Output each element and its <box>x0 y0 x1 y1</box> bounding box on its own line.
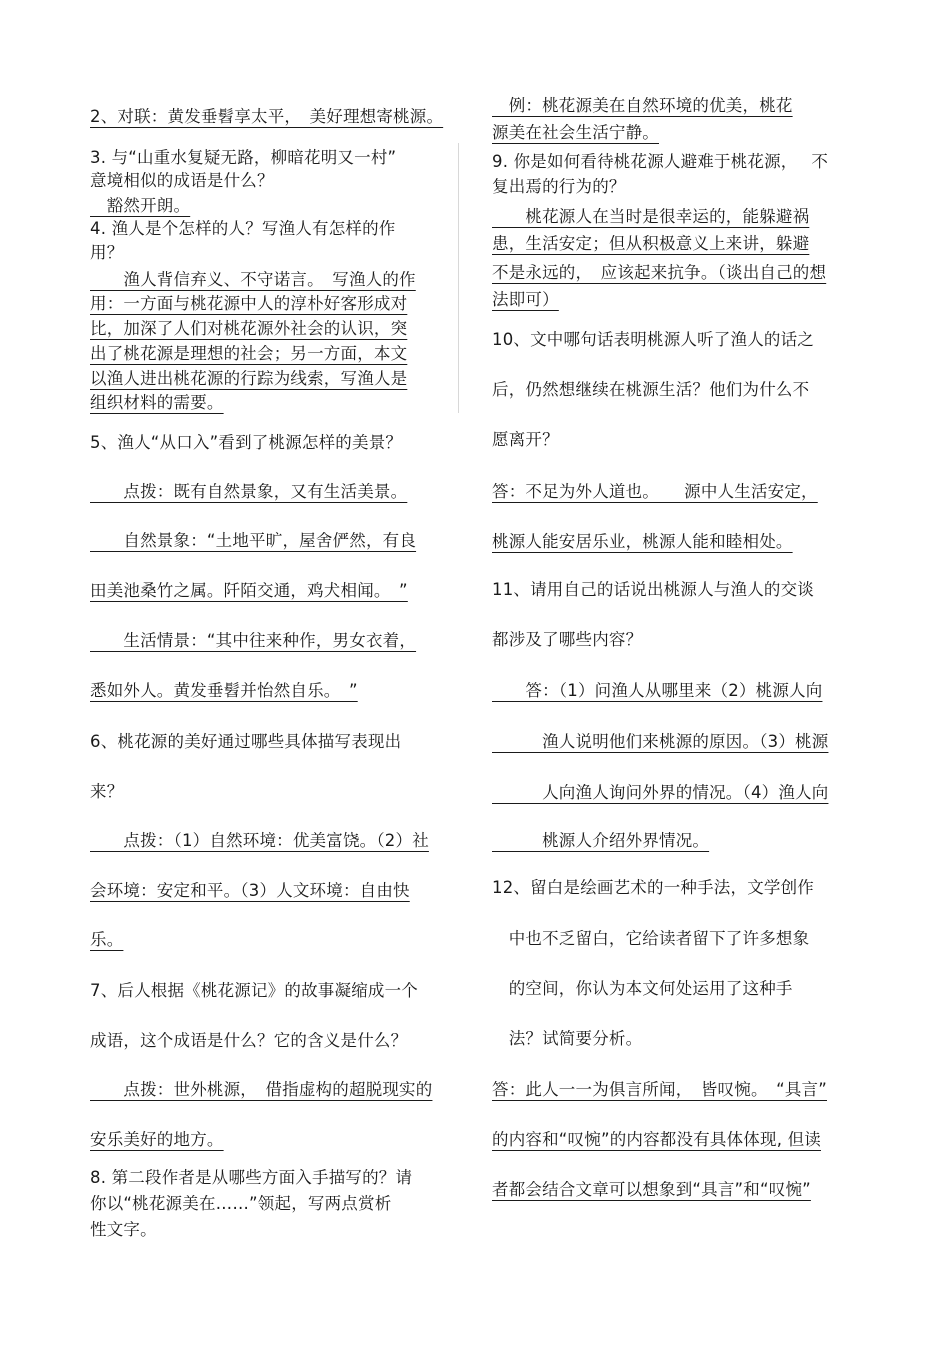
q12-answer-1: 答：此人一一为俱言所闻， 皆叹惋。 “具言” <box>492 1080 827 1099</box>
q12-answer-3: 者都会结合文章可以想象到“具言”和“叹惋” <box>492 1180 811 1199</box>
q5-question: 5、渔人“从口入”看到了桃源怎样的美景？ <box>90 433 403 452</box>
q7-question-1: 7、后人根据《桃花源记》的故事凝缩成一个 <box>90 981 418 1000</box>
q4-answer-5: 以渔人进出桃花源的行踪为线索，写渔人是 <box>90 369 408 388</box>
q10-question-1: 10、文中哪句话表明桃源人听了渔人的话之 <box>492 330 814 349</box>
q5-answer-2: 自然景象：“土地平旷，屋舍俨然，有良 <box>90 531 417 550</box>
q5-answer-1: 点拨：既有自然景象，又有生活美景。 <box>90 482 408 501</box>
q3-answer: 豁然开朗。 <box>90 196 191 215</box>
q9-answer-4: 法即可） <box>492 290 559 309</box>
q10-question-2: 后，仍然想继续在桃源生活？他们为什么不 <box>492 380 810 399</box>
q8-example-2: 源美在社会生活宁静。 <box>492 123 659 142</box>
q10-answer-1: 答：不足为外人道也。 源中人生活安定， <box>492 482 818 501</box>
q2-line: 2、对联：黄发垂髫享太平， 美好理想寄桃源。 <box>90 107 444 126</box>
q3-line-2: 意境相似的成语是什么？ <box>90 171 274 190</box>
q4-answer-3: 比，加深了人们对桃花源外社会的认识，突 <box>90 319 408 338</box>
q12-question-3: 的空间，你认为本文何处运用了这种手 <box>492 979 793 998</box>
q8-question-2: 你以“桃花源美在……”领起，写两点赏析 <box>90 1194 392 1213</box>
q12-question-2: 中也不乏留白，它给读者留下了许多想象 <box>492 929 810 948</box>
q4-answer-6: 组织材料的需要。 <box>90 393 224 412</box>
q7-answer-2: 安乐美好的地方。 <box>90 1130 224 1149</box>
q5-answer-4: 生活情景：“其中往来种作，男女衣着， <box>90 631 417 650</box>
q3-line-1: 3. 与“山重水复疑无路，柳暗花明又一村” <box>90 148 397 167</box>
q12-question-4: 法？试简要分析。 <box>492 1029 643 1048</box>
q4-answer-1: 渔人背信弃义、不守诺言。 写渔人的作 <box>90 270 416 289</box>
q11-answer-4: 桃源人介绍外界情况。 <box>492 831 710 850</box>
q5-answer-3: 田美池桑竹之属。阡陌交通，鸡犬相闻。 ” <box>90 581 408 600</box>
box-border-right <box>458 143 459 413</box>
q6-question-2: 来？ <box>90 782 124 801</box>
q6-question-1: 6、桃花源的美好通过哪些具体描写表现出 <box>90 732 402 751</box>
q11-answer-2: 渔人说明他们来桃源的原因。（3）桃源 <box>492 732 829 751</box>
q7-answer-1: 点拨：世外桃源， 借指虚构的超脱现实的 <box>90 1080 433 1099</box>
q12-answer-2: 的内容和“叹惋”的内容都没有具体体现, 但读 <box>492 1130 821 1149</box>
q9-answer-1: 桃花源人在当时是很幸运的，能躲避祸 <box>492 207 810 226</box>
q9-answer-3: 不是永远的， 应该起来抗争。（谈出自己的想 <box>492 263 827 282</box>
q10-question-3: 愿离开？ <box>492 430 559 449</box>
q8-question-3: 性文字。 <box>90 1220 157 1239</box>
q4-answer-2: 用：一方面与桃花源中人的淳朴好客形成对 <box>90 294 408 313</box>
q10-answer-2: 桃源人能安居乐业，桃源人能和睦相处。 <box>492 532 793 551</box>
q11-answer-1: 答：（1）问渔人从哪里来（2）桃源人向 <box>492 681 823 700</box>
q11-answer-3: 人向渔人询问外界的情况。（4）渔人向 <box>492 783 829 802</box>
q6-answer-1: 点拨：（1）自然环境：优美富饶。（2）社 <box>90 831 429 850</box>
q9-answer-2: 患，生活安定；但从积极意义上来讲，躲避 <box>492 234 810 253</box>
q8-question-1: 8. 第二段作者是从哪些方面入手描写的？请 <box>90 1168 413 1187</box>
q12-question-1: 12、留白是绘画艺术的一种手法，文学创作 <box>492 878 814 897</box>
q4-line-2: 用？ <box>90 243 124 262</box>
q6-answer-2: 会环境：安定和平。（3）人文环境：自由快 <box>90 881 410 900</box>
q9-question-1: 9. 你是如何看待桃花源人避难于桃花源， 不 <box>492 152 829 171</box>
q7-question-2: 成语，这个成语是什么？它的含义是什么？ <box>90 1031 408 1050</box>
q9-question-2: 复出焉的行为的？ <box>492 177 626 196</box>
q4-answer-4: 出了桃花源是理想的社会；另一方面，本文 <box>90 344 408 363</box>
q6-answer-3: 乐。 <box>90 930 124 949</box>
q4-line-1: 4. 渔人是个怎样的人？写渔人有怎样的作 <box>90 219 396 238</box>
q11-question-1: 11、请用自己的话说出桃源人与渔人的交谈 <box>492 580 814 599</box>
q11-question-2: 都涉及了哪些内容？ <box>492 630 643 649</box>
q5-answer-5: 悉如外人。黄发垂髫并怡然自乐。 ” <box>90 681 358 700</box>
q8-example-1: 例：桃花源美在自然环境的优美，桃花 <box>492 96 793 115</box>
